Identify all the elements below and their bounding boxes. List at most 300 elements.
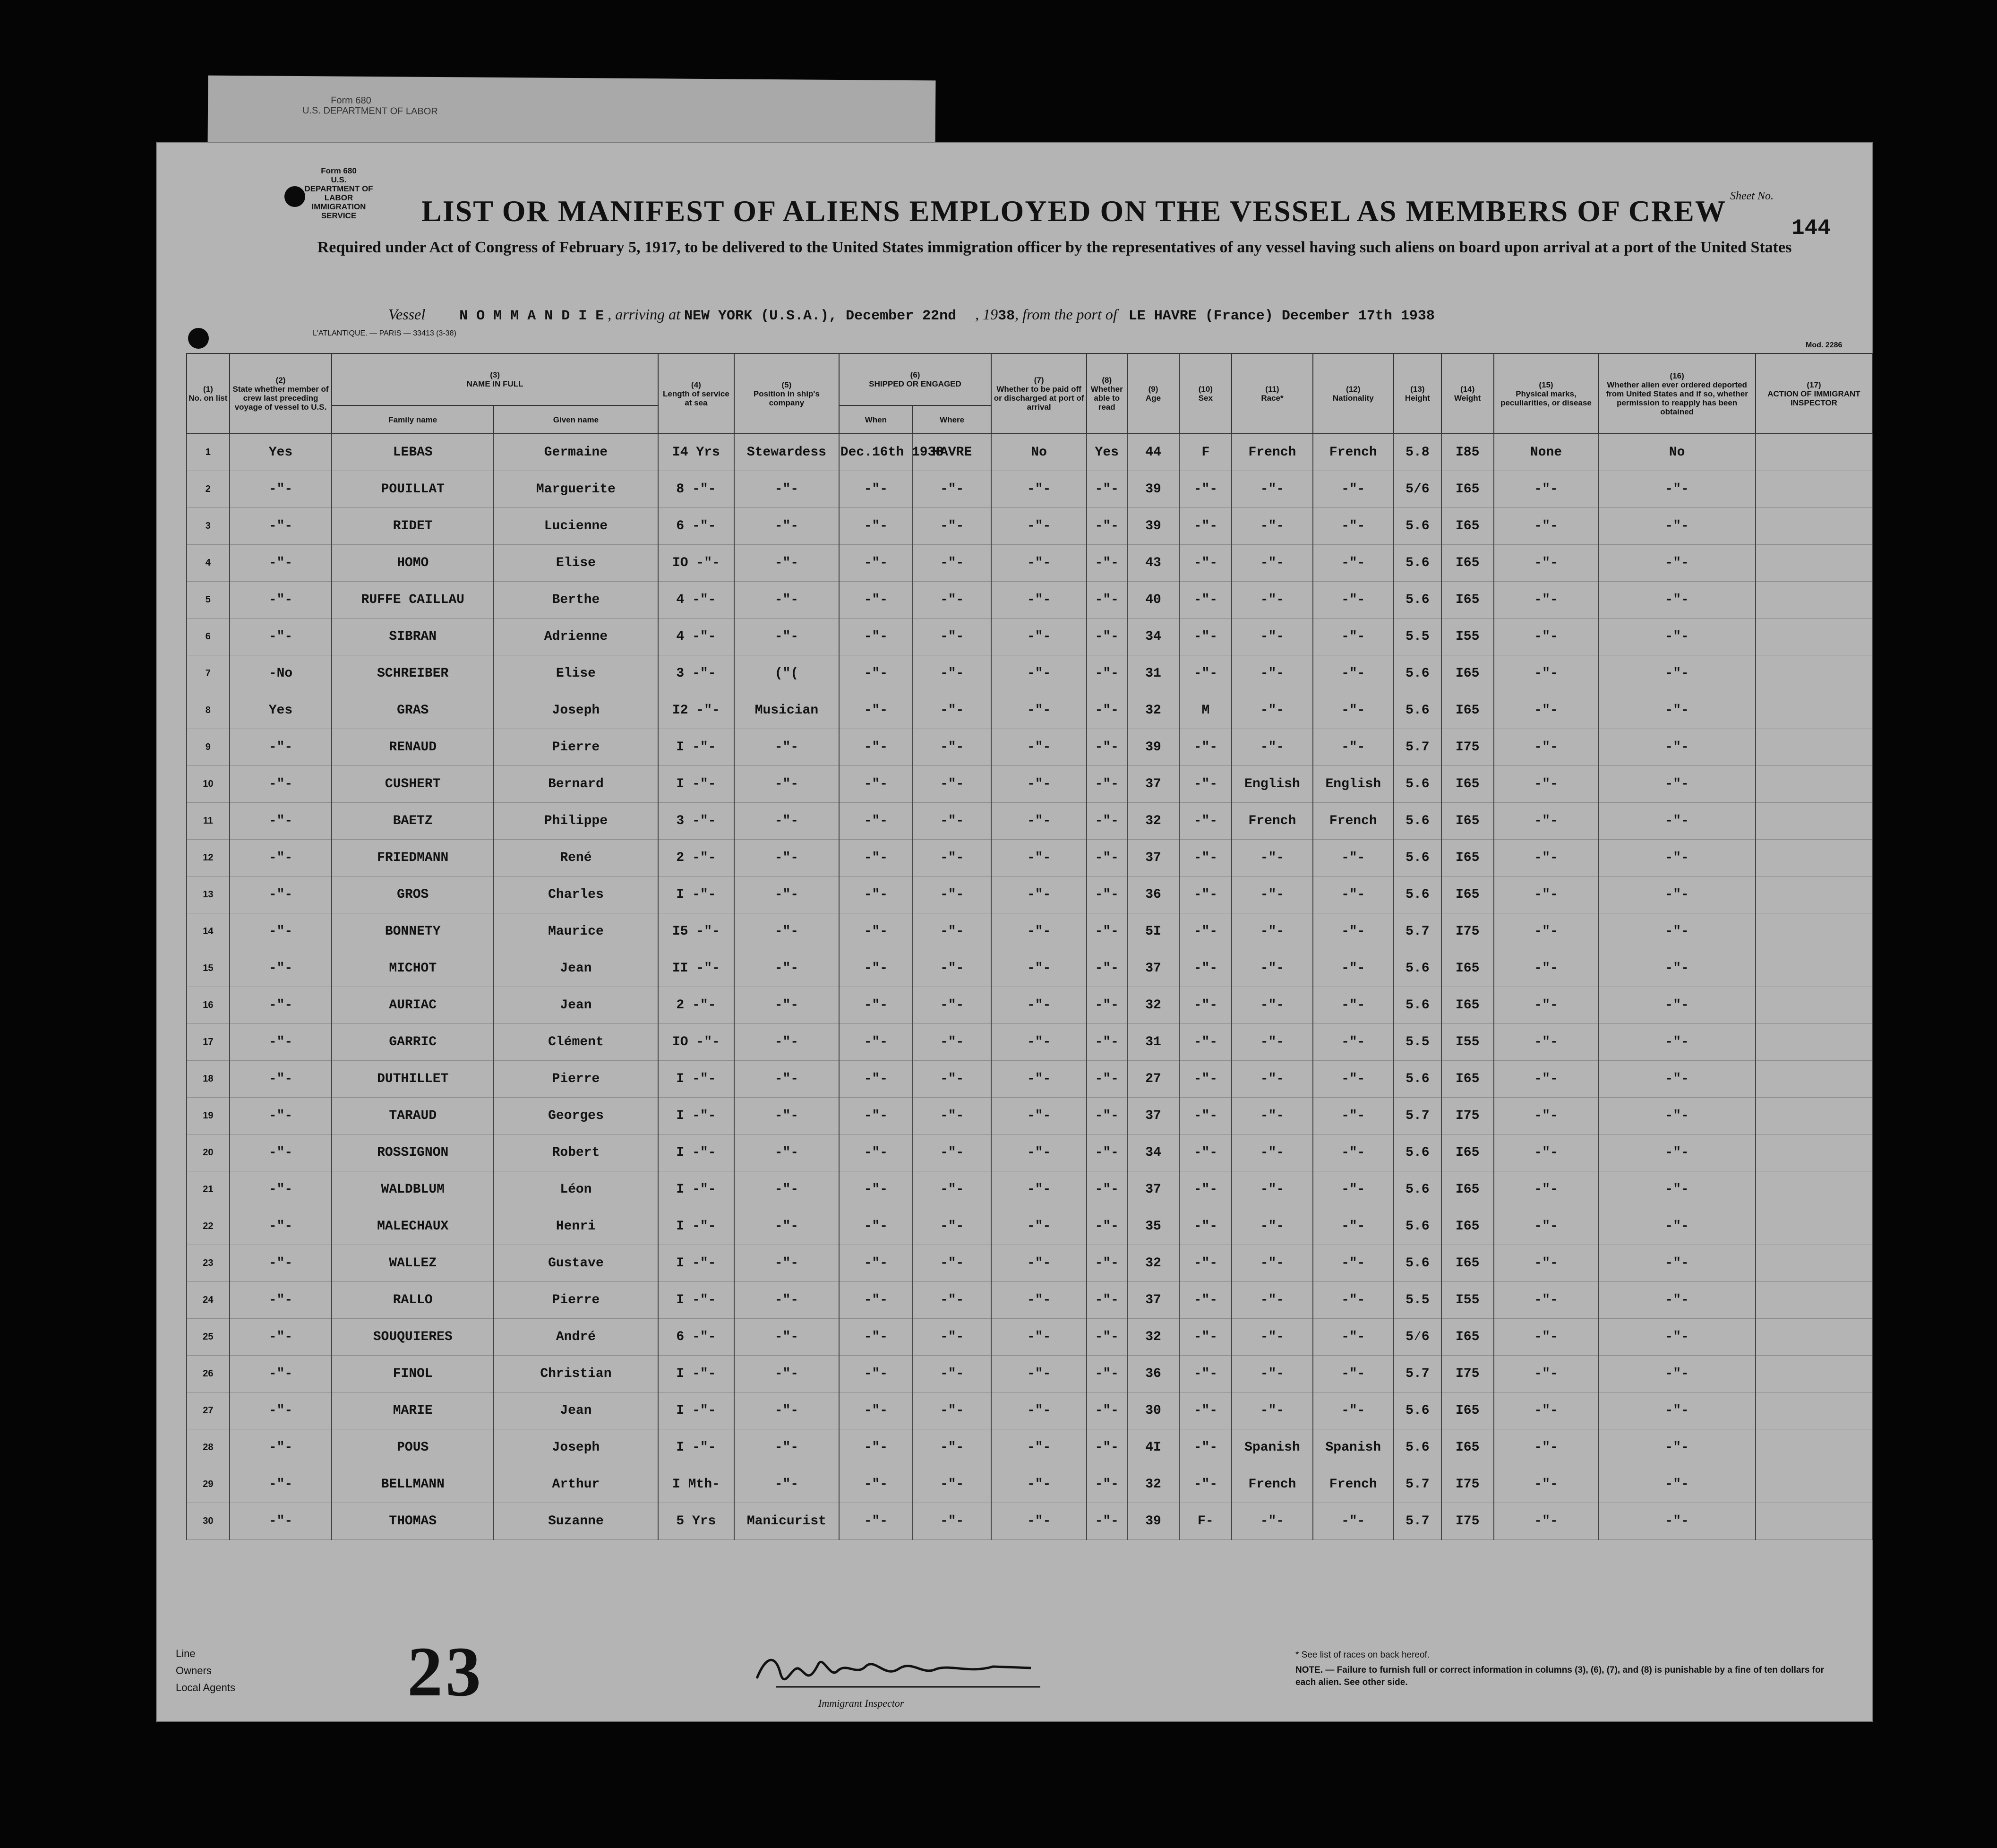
owners-label: Owners	[176, 1665, 212, 1676]
deported-cell: -"-	[1598, 1429, 1756, 1466]
physical-marks-cell: -"-	[1494, 1429, 1599, 1466]
row-number: 14	[187, 913, 230, 950]
shipped-when-cell: -"-	[839, 1319, 913, 1356]
able-to-read-cell: -"-	[1087, 1319, 1127, 1356]
height-cell: 5.6	[1394, 655, 1441, 692]
row-number: 22	[187, 1208, 230, 1245]
sex-cell: F	[1179, 434, 1232, 471]
row-number: 6	[187, 619, 230, 655]
paid-off-cell: -"-	[991, 582, 1087, 619]
nationality-cell: -"-	[1313, 1319, 1394, 1356]
paid-off-cell: -"-	[991, 1319, 1087, 1356]
previous-voyage-cell: -"-	[230, 1503, 332, 1540]
service-length-cell: I -"-	[658, 1392, 734, 1429]
weight-cell: I65	[1441, 1429, 1494, 1466]
row-number: 11	[187, 803, 230, 840]
race-cell: -"-	[1232, 508, 1312, 545]
paid-off-cell: -"-	[991, 1171, 1087, 1208]
header-paid-off: (7) Whether to be paid off or discharged at port of arrival	[991, 353, 1087, 434]
nationality-cell: English	[1313, 766, 1394, 803]
race-cell: -"-	[1232, 987, 1312, 1024]
service-length-cell: IO -"-	[658, 545, 734, 582]
row-number: 18	[187, 1061, 230, 1098]
inspector-action-cell	[1756, 1208, 1872, 1245]
position-cell: -"-	[734, 471, 839, 508]
table-row	[187, 987, 1872, 1024]
race-cell: -"-	[1232, 1503, 1312, 1540]
given-name-cell: Joseph	[494, 692, 658, 729]
manifest-table	[186, 353, 1873, 1540]
deported-cell: No	[1598, 434, 1756, 471]
able-to-read-cell: -"-	[1087, 655, 1127, 692]
shipped-where-cell: -"-	[913, 582, 991, 619]
paid-off-cell: -"-	[991, 950, 1087, 987]
position-cell: Stewardess	[734, 434, 839, 471]
service-length-cell: I -"-	[658, 766, 734, 803]
given-name-cell: Pierre	[494, 1061, 658, 1098]
able-to-read-cell: -"-	[1087, 803, 1127, 840]
shipped-where-cell: -"-	[913, 692, 991, 729]
inspector-action-cell	[1756, 1356, 1872, 1392]
weight-cell: I65	[1441, 1208, 1494, 1245]
header-able-to-read: (8) Whether able to read	[1087, 353, 1127, 434]
departure-port: LE HAVRE (France) December 17th 1938	[1128, 308, 1435, 324]
sex-cell: -"-	[1179, 913, 1232, 950]
service-length-cell: I Mth-	[658, 1466, 734, 1503]
physical-marks-cell: -"-	[1494, 582, 1599, 619]
able-to-read-cell: -"-	[1087, 1135, 1127, 1171]
deported-cell: -"-	[1598, 545, 1756, 582]
family-name-cell: DUTHILLET	[332, 1061, 494, 1098]
table-row	[187, 1024, 1872, 1061]
weight-cell: I65	[1441, 655, 1494, 692]
sex-cell: -"-	[1179, 1392, 1232, 1429]
inspector-action-cell	[1756, 1282, 1872, 1319]
shipped-where-cell: -"-	[913, 508, 991, 545]
shipped-when-cell: -"-	[839, 692, 913, 729]
height-cell: 5.7	[1394, 1503, 1441, 1540]
given-name-cell: Georges	[494, 1098, 658, 1135]
position-cell: -"-	[734, 1135, 839, 1171]
deported-cell: -"-	[1598, 619, 1756, 655]
physical-marks-cell: -"-	[1494, 508, 1599, 545]
row-number: 27	[187, 1392, 230, 1429]
physical-marks-cell: -"-	[1494, 1466, 1599, 1503]
able-to-read-cell: -"-	[1087, 471, 1127, 508]
table-row	[187, 950, 1872, 987]
able-to-read-cell: -"-	[1087, 545, 1127, 582]
underpage-form-label: Form 680	[331, 95, 371, 106]
vessel-name: N O M M A N D I E	[459, 308, 604, 324]
paid-off-cell: -"-	[991, 766, 1087, 803]
given-name-cell: Bernard	[494, 766, 658, 803]
race-cell: -"-	[1232, 950, 1312, 987]
shipped-when-cell: -"-	[839, 471, 913, 508]
shipped-where-cell: -"-	[913, 1282, 991, 1319]
shipped-when-cell: -"-	[839, 1429, 913, 1466]
shipped-when-cell: -"-	[839, 1171, 913, 1208]
race-cell: -"-	[1232, 729, 1312, 766]
table-row	[187, 655, 1872, 692]
shipped-when-cell: -"-	[839, 877, 913, 913]
row-number: 15	[187, 950, 230, 987]
given-name-cell: Jean	[494, 1392, 658, 1429]
punch-hole	[188, 328, 209, 349]
sex-cell: F-	[1179, 1503, 1232, 1540]
inspector-action-cell	[1756, 619, 1872, 655]
given-name-cell: Charles	[494, 877, 658, 913]
shipped-when-cell: -"-	[839, 1024, 913, 1061]
arrival-year: 38	[998, 308, 1015, 324]
weight-cell: I75	[1441, 1098, 1494, 1135]
height-cell: 5.6	[1394, 987, 1441, 1024]
paid-off-cell: -"-	[991, 877, 1087, 913]
given-name-cell: Elise	[494, 545, 658, 582]
previous-voyage-cell: -"-	[230, 1024, 332, 1061]
weight-cell: I65	[1441, 840, 1494, 877]
previous-voyage-cell: -"-	[230, 1429, 332, 1466]
previous-voyage-cell: -"-	[230, 619, 332, 655]
given-name-cell: Marguerite	[494, 471, 658, 508]
given-name-cell: Henri	[494, 1208, 658, 1245]
previous-voyage-cell: -"-	[230, 1171, 332, 1208]
family-name-cell: FRIEDMANN	[332, 840, 494, 877]
weight-cell: I65	[1441, 803, 1494, 840]
shipped-when-cell: -"-	[839, 729, 913, 766]
previous-voyage-cell: -"-	[230, 766, 332, 803]
sex-cell: M	[1179, 692, 1232, 729]
able-to-read-cell: -"-	[1087, 1208, 1127, 1245]
paid-off-cell: -"-	[991, 1429, 1087, 1466]
position-cell: -"-	[734, 1429, 839, 1466]
physical-marks-cell: -"-	[1494, 950, 1599, 987]
age-cell: 39	[1127, 508, 1180, 545]
weight-cell: I65	[1441, 766, 1494, 803]
header-nationality: (12) Nationality	[1313, 353, 1394, 434]
vessel-label: Vessel	[388, 306, 426, 323]
row-number: 19	[187, 1098, 230, 1135]
table-row	[187, 1392, 1872, 1429]
inspector-action-cell	[1756, 913, 1872, 950]
given-name-cell: Clément	[494, 1024, 658, 1061]
physical-marks-cell: -"-	[1494, 987, 1599, 1024]
shipped-where-cell: -"-	[913, 1135, 991, 1171]
sex-cell: -"-	[1179, 1098, 1232, 1135]
age-cell: 32	[1127, 692, 1180, 729]
service-length-cell: II -"-	[658, 950, 734, 987]
shipped-when-cell: -"-	[839, 1098, 913, 1135]
able-to-read-cell: -"-	[1087, 1245, 1127, 1282]
physical-marks-cell: -"-	[1494, 840, 1599, 877]
physical-marks-cell: -"-	[1494, 471, 1599, 508]
given-name-cell: Gustave	[494, 1245, 658, 1282]
inspector-action-cell	[1756, 1171, 1872, 1208]
row-number: 30	[187, 1503, 230, 1540]
weight-cell: I65	[1441, 1135, 1494, 1171]
nationality-cell: -"-	[1313, 877, 1394, 913]
nationality-cell: -"-	[1313, 913, 1394, 950]
position-cell: -"-	[734, 1282, 839, 1319]
row-number: 24	[187, 1282, 230, 1319]
position-cell: -"-	[734, 840, 839, 877]
family-name-cell: FINOL	[332, 1356, 494, 1392]
given-name-cell: Pierre	[494, 729, 658, 766]
physical-marks-cell: -"-	[1494, 1319, 1599, 1356]
able-to-read-cell: -"-	[1087, 1282, 1127, 1319]
inspector-action-cell	[1756, 729, 1872, 766]
table-row	[187, 1245, 1872, 1282]
shipped-where-cell: -"-	[913, 803, 991, 840]
height-cell: 5.6	[1394, 1392, 1441, 1429]
nationality-cell: -"-	[1313, 840, 1394, 877]
shipped-when-cell: -"-	[839, 655, 913, 692]
paid-off-cell: -"-	[991, 803, 1087, 840]
physical-marks-cell: -"-	[1494, 1171, 1599, 1208]
row-number: 17	[187, 1024, 230, 1061]
shipped-where-cell: -"-	[913, 1356, 991, 1392]
previous-voyage-cell: -"-	[230, 840, 332, 877]
height-cell: 5.6	[1394, 1245, 1441, 1282]
row-number: 4	[187, 545, 230, 582]
age-cell: 31	[1127, 1024, 1180, 1061]
family-name-cell: SOUQUIERES	[332, 1319, 494, 1356]
service-length-cell: I -"-	[658, 1356, 734, 1392]
sheet-label: Sheet No.	[1730, 190, 1774, 202]
height-cell: 5.7	[1394, 913, 1441, 950]
header-shipped-engaged: (6) SHIPPED OR ENGAGED	[839, 353, 992, 405]
family-name-cell: RIDET	[332, 508, 494, 545]
given-name-cell: Jean	[494, 987, 658, 1024]
deported-cell: -"-	[1598, 1135, 1756, 1171]
able-to-read-cell: -"-	[1087, 508, 1127, 545]
vessel-line	[388, 306, 1853, 324]
service-length-cell: I -"-	[658, 877, 734, 913]
age-cell: 43	[1127, 545, 1180, 582]
position-cell: -"-	[734, 729, 839, 766]
weight-cell: I65	[1441, 471, 1494, 508]
inspector-action-cell	[1756, 803, 1872, 840]
paid-off-cell: -"-	[991, 987, 1087, 1024]
age-cell: 37	[1127, 950, 1180, 987]
race-cell: French	[1232, 1466, 1312, 1503]
height-cell: 5.6	[1394, 1208, 1441, 1245]
able-to-read-cell: -"-	[1087, 913, 1127, 950]
previous-voyage-cell: -"-	[230, 1061, 332, 1098]
race-note: * See list of races on back hereof.	[1295, 1650, 1430, 1660]
able-to-read-cell: -"-	[1087, 1024, 1127, 1061]
sex-cell: -"-	[1179, 619, 1232, 655]
weight-cell: I65	[1441, 1245, 1494, 1282]
shipped-where-cell: -"-	[913, 545, 991, 582]
nationality-cell: -"-	[1313, 729, 1394, 766]
nationality-cell: -"-	[1313, 692, 1394, 729]
physical-marks-cell: -"-	[1494, 1135, 1599, 1171]
nationality-cell: -"-	[1313, 1098, 1394, 1135]
physical-marks-cell: -"-	[1494, 1392, 1599, 1429]
deported-cell: -"-	[1598, 803, 1756, 840]
given-name-cell: Philippe	[494, 803, 658, 840]
age-cell: 44	[1127, 434, 1180, 471]
paid-off-cell: -"-	[991, 1098, 1087, 1135]
previous-voyage-cell: -"-	[230, 1319, 332, 1356]
sex-cell: -"-	[1179, 508, 1232, 545]
family-name-cell: GROS	[332, 877, 494, 913]
table-row	[187, 508, 1872, 545]
table-row	[187, 766, 1872, 803]
paid-off-cell: -"-	[991, 1061, 1087, 1098]
family-name-cell: SCHREIBER	[332, 655, 494, 692]
age-cell: 32	[1127, 1319, 1180, 1356]
able-to-read-cell: -"-	[1087, 1503, 1127, 1540]
able-to-read-cell: -"-	[1087, 1098, 1127, 1135]
race-cell: -"-	[1232, 1135, 1312, 1171]
sex-cell: -"-	[1179, 655, 1232, 692]
deported-cell: -"-	[1598, 1098, 1756, 1135]
sex-cell: -"-	[1179, 1135, 1232, 1171]
shipped-where-cell: -"-	[913, 729, 991, 766]
able-to-read-cell: -"-	[1087, 1429, 1127, 1466]
physical-marks-cell: -"-	[1494, 619, 1599, 655]
sex-cell: -"-	[1179, 471, 1232, 508]
previous-voyage-cell: -"-	[230, 545, 332, 582]
manifest-table-wrapper	[186, 353, 1873, 1629]
header-deported: (16) Whether alien ever ordered deported from United States and if so, whether permission to reapply has been obtained	[1598, 353, 1756, 434]
form-service: IMMIGRATION SERVICE	[311, 202, 366, 220]
header-inspector-action: (17) ACTION OF IMMIGRANT INSPECTOR	[1756, 353, 1872, 434]
inspector-action-cell	[1756, 1061, 1872, 1098]
height-cell: 5.6	[1394, 950, 1441, 987]
page-subtitle: Required under Act of Congress of February 5, 1917, to be delivered to the United States immigration officer by the representatives of any vessel having such aliens on board upon arrival at a port of the United States	[317, 239, 1792, 256]
race-cell: -"-	[1232, 1392, 1312, 1429]
inspector-action-cell	[1756, 1392, 1872, 1429]
header-height: (13) Height	[1394, 353, 1441, 434]
shipped-when-cell: -"-	[839, 1356, 913, 1392]
given-name-cell: Elise	[494, 655, 658, 692]
weight-cell: I75	[1441, 729, 1494, 766]
shipped-where-cell: -"-	[913, 1429, 991, 1466]
nationality-cell: -"-	[1313, 582, 1394, 619]
inspector-action-cell	[1756, 508, 1872, 545]
race-cell: -"-	[1232, 471, 1312, 508]
arriving-label: , arriving at	[608, 306, 681, 323]
service-length-cell: I5 -"-	[658, 913, 734, 950]
deported-cell: -"-	[1598, 1356, 1756, 1392]
weight-cell: I65	[1441, 692, 1494, 729]
able-to-read-cell: -"-	[1087, 1061, 1127, 1098]
table-row	[187, 1208, 1872, 1245]
deported-cell: -"-	[1598, 582, 1756, 619]
family-name-cell: RENAUD	[332, 729, 494, 766]
nationality-cell: -"-	[1313, 655, 1394, 692]
given-name-cell: Joseph	[494, 1429, 658, 1466]
physical-marks-cell: -"-	[1494, 1098, 1599, 1135]
row-number: 21	[187, 1171, 230, 1208]
previous-voyage-cell: -"-	[230, 803, 332, 840]
previous-voyage-cell: -"-	[230, 1208, 332, 1245]
inspector-action-cell	[1756, 987, 1872, 1024]
paid-off-cell: -"-	[991, 1282, 1087, 1319]
underlying-sheet	[207, 76, 935, 152]
underpage-dept-label: U.S. DEPARTMENT OF LABOR	[302, 105, 438, 117]
service-length-cell: I -"-	[658, 1171, 734, 1208]
sex-cell: -"-	[1179, 1282, 1232, 1319]
family-name-cell: GARRIC	[332, 1024, 494, 1061]
position-cell: -"-	[734, 545, 839, 582]
age-cell: 35	[1127, 1208, 1180, 1245]
table-row	[187, 545, 1872, 582]
race-cell: -"-	[1232, 1098, 1312, 1135]
shipped-when-cell: -"-	[839, 840, 913, 877]
shipped-when-cell: -"-	[839, 1503, 913, 1540]
position-cell: -"-	[734, 1356, 839, 1392]
deported-cell: -"-	[1598, 877, 1756, 913]
height-cell: 5/6	[1394, 471, 1441, 508]
table-row	[187, 1503, 1872, 1540]
race-cell: French	[1232, 434, 1312, 471]
physical-marks-cell: None	[1494, 434, 1599, 471]
service-length-cell: 8 -"-	[658, 471, 734, 508]
race-cell: -"-	[1232, 1171, 1312, 1208]
able-to-read-cell: -"-	[1087, 582, 1127, 619]
inspector-signature	[747, 1645, 1078, 1697]
family-name-cell: MALECHAUX	[332, 1208, 494, 1245]
header-sex: (10) Sex	[1179, 353, 1232, 434]
line-label: Line	[176, 1648, 196, 1659]
paid-off-cell: -"-	[991, 655, 1087, 692]
family-name-cell: TARAUD	[332, 1098, 494, 1135]
able-to-read-cell: -"-	[1087, 729, 1127, 766]
sex-cell: -"-	[1179, 582, 1232, 619]
row-number: 28	[187, 1429, 230, 1466]
weight-cell: I65	[1441, 1319, 1494, 1356]
service-length-cell: 2 -"-	[658, 840, 734, 877]
deported-cell: -"-	[1598, 1171, 1756, 1208]
race-cell: -"-	[1232, 1282, 1312, 1319]
punch-hole	[284, 186, 305, 207]
shipped-where-cell: -"-	[913, 655, 991, 692]
previous-voyage-cell: -"-	[230, 1098, 332, 1135]
header-given-name: Given name	[494, 405, 658, 434]
position-cell: -"-	[734, 766, 839, 803]
previous-voyage-cell: -"-	[230, 1135, 332, 1171]
service-length-cell: 3 -"-	[658, 655, 734, 692]
inspector-action-cell	[1756, 545, 1872, 582]
shipped-when-cell: -"-	[839, 766, 913, 803]
height-cell: 5.7	[1394, 1356, 1441, 1392]
able-to-read-cell: -"-	[1087, 1356, 1127, 1392]
family-name-cell: BELLMANN	[332, 1466, 494, 1503]
race-cell: -"-	[1232, 1024, 1312, 1061]
weight-cell: I65	[1441, 877, 1494, 913]
paid-off-cell: -"-	[991, 1208, 1087, 1245]
row-number: 13	[187, 877, 230, 913]
nationality-cell: -"-	[1313, 1024, 1394, 1061]
previous-voyage-cell: -"-	[230, 987, 332, 1024]
shipped-when-cell: -"-	[839, 1282, 913, 1319]
deported-cell: -"-	[1598, 913, 1756, 950]
age-cell: 37	[1127, 1098, 1180, 1135]
row-number: 25	[187, 1319, 230, 1356]
age-cell: 32	[1127, 987, 1180, 1024]
nationality-cell: -"-	[1313, 950, 1394, 987]
weight-cell: I85	[1441, 434, 1494, 471]
inspector-action-cell	[1756, 766, 1872, 803]
deported-cell: -"-	[1598, 655, 1756, 692]
race-cell: -"-	[1232, 1356, 1312, 1392]
race-cell: -"-	[1232, 692, 1312, 729]
age-cell: 37	[1127, 766, 1180, 803]
header-last-voyage: (2) State whether member of crew last preceding voyage of vessel to U.S.	[230, 353, 332, 434]
